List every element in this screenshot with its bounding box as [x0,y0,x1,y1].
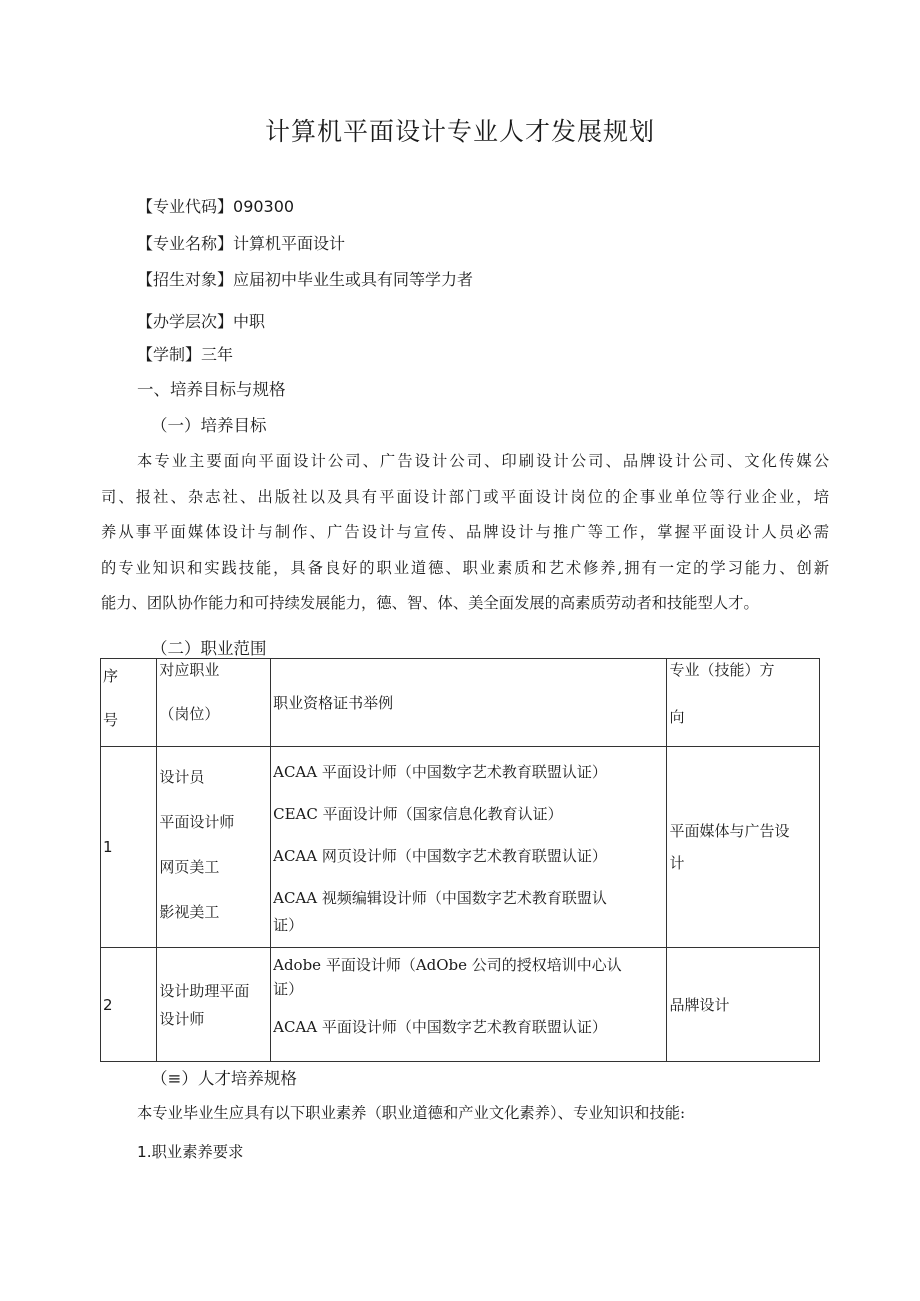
training-goal-paragraph [101,444,829,622]
subheading-training-goal: （一）培养目标 [151,416,267,435]
field-duration: 【学制】三年 [137,345,234,364]
row-seq: 1 [101,747,157,948]
field-enrollment-target: 【招生对象】应届初中毕业生或具有同等学力者 [137,270,474,289]
table-row [101,747,820,948]
row-certificates: Adobe 平面设计师（AdObe 公司的授权培训中心认 证） ACAA 平面设计师（中国数字艺术教育联盟认证） [271,948,667,1062]
paragraph-line: 能力、团队协作能力和可持续发展能力，德、智、体、美全面发展的高素质劳动者和技能型人才。 [101,594,759,612]
header-job: 对应职业 （岗位） [157,659,271,747]
row-seq: 2 [101,948,157,1062]
section-heading-1: 一、培养目标与规格 [137,380,286,399]
spec-intro: 本专业毕业生应具有以下职业素养（职业道德和产业文化素养）、专业知识和技能: [137,1104,686,1122]
row-jobs: 设计助理平面 设计师 [157,948,271,1062]
header-seq: 序 号 [101,659,157,747]
row-certificates: ACAA 平面设计师（中国数字艺术教育联盟认证） CEAC 平面设计师（国家信息化教育认证） ACAA 网页设计师（中国数字艺术教育联盟认证） ACAA 视频编辑设计师（中国数字艺术教育联盟认 证） [271,747,667,948]
item-professional-literacy: 1.职业素养要求 [137,1143,244,1161]
header-certificate: 职业资格证书举例 [271,659,667,747]
paragraph-line: 司、报社、杂志社、出版社以及具有平面设计部门或平面设计岗位的企事业单位等行业企业，培 [101,487,829,506]
table-header-row [101,659,820,747]
field-school-level: 【办学层次】中职 [137,312,266,331]
paragraph-line: 本专业主要面向平面设计公司、广告设计公司、印刷设计公司、品牌设计公司、文化传媒公 [137,452,829,470]
paragraph-line: 养从事平面媒体设计与制作、广告设计与宣传、品牌设计与推广等工作，掌握平面设计人员必需 [101,523,829,541]
field-major-name: 【专业名称】计算机平面设计 [137,234,346,253]
subheading-talent-spec: （≡）人才培养规格 [151,1069,297,1088]
row-jobs: 设计员 平面设计师 网页美工 影视美工 [157,747,271,948]
page-title: 计算机平面设计专业人才发展规划 [264,117,655,146]
table-row [101,948,820,1062]
paragraph-line: 的专业知识和实践技能，具备良好的职业道德、职业素质和艺术修养,拥有一定的学习能力、创新 [101,558,829,577]
subheading-career-scope: （二）职业范围 [151,639,267,658]
field-major-code: 【专业代码】090300 [137,197,295,216]
header-direction: 专业（技能）方 向 [667,659,820,747]
row-direction: 平面媒体与广告设 计 [667,747,820,948]
career-scope-table [100,658,820,1062]
row-direction: 品牌设计 [667,948,820,1062]
